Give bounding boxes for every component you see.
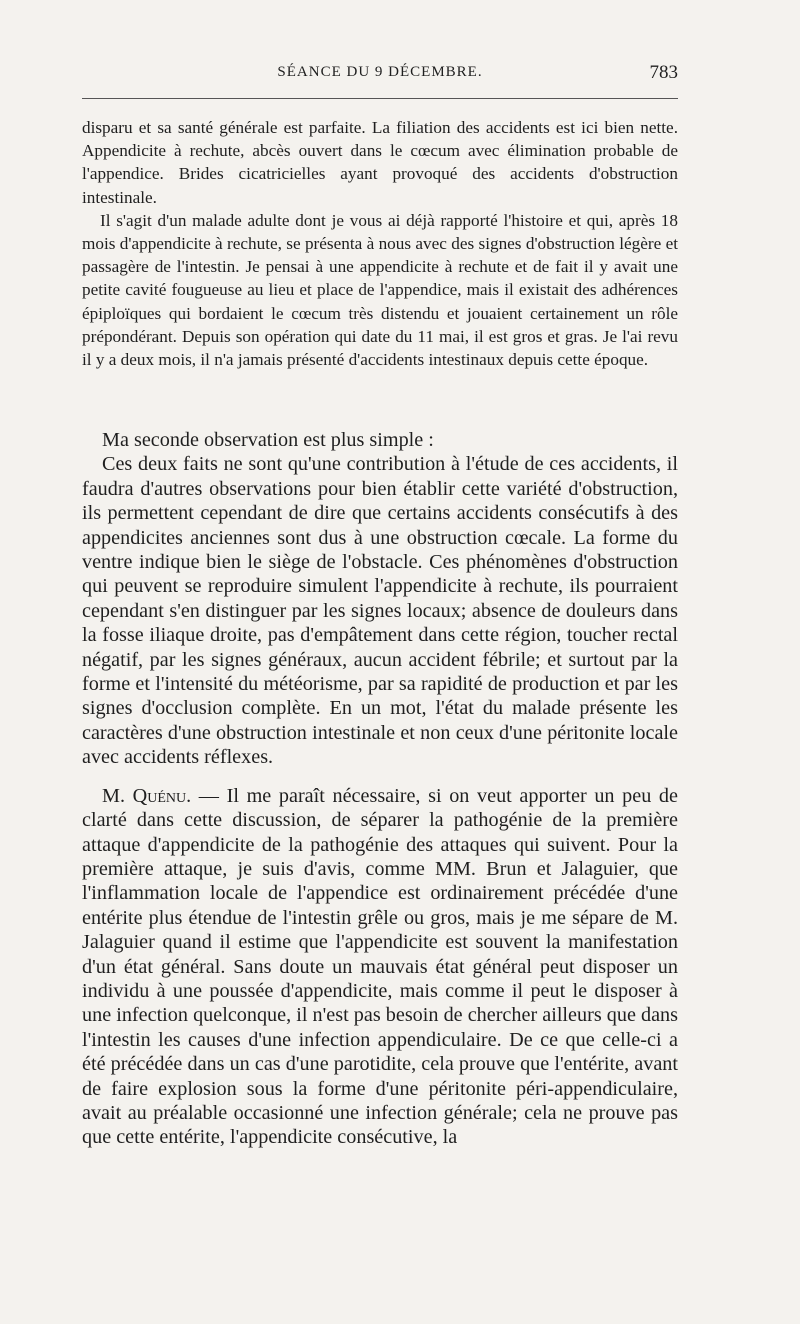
main-text-block: [82, 428, 678, 1150]
running-title: SÉANCE DU 9 DÉCEMBRE.: [277, 64, 483, 80]
speaker-name: M. Quénu.: [102, 784, 192, 807]
paragraph-conclusion: Ces deux faits ne sont qu'une contribution à l'étude de ces accidents, il faudra d'autres observations pour bien établir cette variété d'obstruction, ils permettent cependant de dire que certains accidents consécutifs à des appendicites anciennes sont dus à une obstruction cœcale. La forme du ventre indique bien le siège de l'obstacle. Ces phénomènes d'obstruction qui peuvent se reproduire simulent l'appendicite à rechute, ils pourraient cependant s'en distinguer par les signes locaux; absence de douleurs dans la fosse iliaque droite, pas d'empâtement dans cette région, toucher rectal négatif, par les signes généraux, aucun accident fébrile; et surtout par la forme et l'intensité du météorisme, par sa rapidité de production et par les signes d'occlusion complète. En un mot, l'état du malade présente les caractères d'une obstruction intestinale et non ceux d'une péritonite locale avec accidents réflexes.: [82, 453, 678, 769]
paragraph-quenu-body: — Il me paraît nécessaire, si on veut apporter un peu de clarté dans cette discussion, de séparer la pathogénie de la première attaque d'appendicite de la pathogénie des attaques qui suivent. Pour la première attaque, je suis d'avis, comme MM. Brun et Jalaguier, que l'inflammation locale de l'appendice est ordinairement précédée d'une entérite plus étendue de l'intestin grêle ou gros, mais je me sépare de M. Jalaguier quand il estime que l'appendicite est souvent la manifestation d'un état général. Sans doute un mauvais état général peut disposer un individu à une poussée d'appendicite, mais comme il peut le disposer à une infection quelconque, il n'est pas besoin de chercher ailleurs que dans l'intestin les causes d'une infection appendiculaire. De ce que celle-ci a été précédée dans un cas d'une parotidite, cela prouve que l'entérite, avant de faire explosion sous la forme d'une péritonite péri-appendiculaire, avait au préalable occasionné une infection générale; cela ne prouve pas que cette entérite, l'appendicite consécutive, la: [82, 784, 678, 1149]
page-header: [82, 64, 678, 88]
header-rule: [82, 98, 678, 99]
paragraph-quenu: [82, 784, 678, 1150]
small-paragraph-1: disparu et sa santé générale est parfaite. La filiation des accidents est ici bien nette. Appendicite à rechute, abcès ouvert dans le cœcum avec élimination probable de l'appendice. Brides cicatricielles ayant provoqué des accidents d'obstruction intestinale.: [82, 118, 678, 207]
small-paragraph-2: Il s'agit d'un malade adulte dont je vous ai déjà rapporté l'histoire et qui, après 18 mois d'appendicite à rechute, se présenta à nous avec des signes d'obstruction légère et passagère de l'intestin. Je pensai à une appendicite à rechute et de fait il y avait une petite cavité fougueuse au lieu et place de l'appendice, mais il existait des adhérences épiploïques qui bordaient le cœcum très distendu et jouaient certainement un rôle prépondérant. Depuis son opération qui date du 11 mai, il est gros et gras. Je l'ai revu il y a deux mois, il n'a jamais présenté d'accidents intestinaux depuis cette époque.: [82, 210, 678, 370]
page-number: 783: [649, 62, 678, 83]
small-text-block: [82, 116, 678, 371]
paragraph-intro: Ma seconde observation est plus simple :: [102, 429, 434, 451]
